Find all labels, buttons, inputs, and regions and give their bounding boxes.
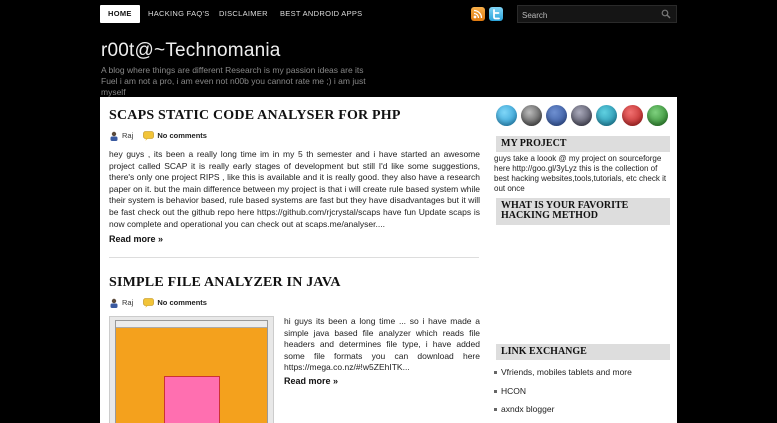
twitter-feed-icon[interactable]: [489, 7, 503, 21]
facebook-icon[interactable]: [546, 105, 567, 126]
stumbleupon-icon[interactable]: [596, 105, 617, 126]
nav-best-android-apps[interactable]: BEST ANDROID APPS: [280, 9, 363, 18]
post-thumbnail[interactable]: [109, 316, 274, 423]
author-icon: [109, 298, 119, 308]
add-icon[interactable]: [647, 105, 668, 126]
delicious-icon[interactable]: [521, 105, 542, 126]
bullet: [494, 371, 497, 374]
bullet: [494, 390, 497, 393]
nav-hacking-faqs[interactable]: HACKING FAQ'S: [148, 9, 210, 18]
thumbnail-table: [164, 376, 220, 423]
favorite-icon[interactable]: [622, 105, 643, 126]
thumbnail-titlebar: [116, 321, 267, 328]
read-more-link[interactable]: Read more »: [109, 234, 164, 244]
post-title[interactable]: SIMPLE FILE ANALYZER IN JAVA: [109, 275, 341, 290]
link-exchange-heading: LINK EXCHANGE: [496, 344, 670, 360]
post-body: hi guys its been a long time ... so i have made a simple java based file analyzer which reads file headers and determines file type, i have added some file formats you can download here https://mega.co.nz/#!w5ZEhITK...: [284, 316, 480, 373]
post-meta: [109, 131, 207, 141]
comment-icon: [143, 298, 154, 308]
comment-icon: [143, 131, 154, 141]
file-analyzer-screenshot: [115, 320, 268, 423]
top-navigation: [0, 0, 777, 30]
post-author[interactable]: Raj: [122, 298, 134, 307]
poll-heading: WHAT IS YOUR FAVORITE HACKING METHOD: [496, 198, 670, 225]
post-body: hey guys , its been a really long time im in my 5 th semester and i have started an awesome project called SCAP it is really early stages of development but still I'd like some suggestions, there's only one project RIPS , like this is available and it is really good. they also have a research paper on it. but the main difference between my project is that i will create rule based system while their system is behavior based, rule based systems are fast but they have disadvantages but it will be fast check out the github repo here https://github.com/rjcrystal/scaps have fun Update scaps is now complete and operational you can check out at scaps.me/analyser....: [109, 149, 480, 229]
link-item[interactable]: HCON: [494, 386, 526, 396]
link-item[interactable]: Vfriends, mobiles tablets and more: [494, 367, 632, 377]
bullet: [494, 408, 497, 411]
my-project-heading: MY PROJECT: [496, 136, 670, 152]
post-comments-link[interactable]: No comments: [157, 298, 207, 307]
rss-icon[interactable]: [471, 7, 485, 21]
post-divider: [109, 257, 479, 258]
search-box: [517, 5, 677, 23]
twitter-icon[interactable]: [496, 105, 517, 126]
social-icons: [496, 105, 676, 127]
link-item[interactable]: axndx blogger: [494, 404, 554, 414]
nav-disclaimer[interactable]: DISCLAIMER: [219, 9, 268, 18]
post-title[interactable]: SCAPS STATIC CODE ANALYSER FOR PHP: [109, 108, 401, 123]
post-author[interactable]: Raj: [122, 131, 134, 140]
author-icon: [109, 131, 119, 141]
search-icon[interactable]: [661, 9, 671, 19]
blog-title[interactable]: r00t@~Technomania: [101, 40, 281, 61]
post-comments-link[interactable]: No comments: [157, 131, 207, 140]
post-meta: [109, 298, 207, 308]
main-content: [100, 97, 677, 423]
read-more-link[interactable]: Read more »: [284, 376, 339, 386]
digg-icon[interactable]: [571, 105, 592, 126]
my-project-text: guys take a loook @ my project on sourceforge here http://goo.gl/3yLyz this is the collection of best hacking websites,tools,tutorials, etc check it out once: [494, 154, 667, 193]
search-input[interactable]: [518, 6, 664, 24]
blog-description: A blog where things are different Research is my passion ideas are its Fuel i am not a pro, i am even not n00b you cannot rate me ;) i am just myself: [101, 65, 366, 97]
nav-home[interactable]: HOME: [100, 5, 140, 23]
